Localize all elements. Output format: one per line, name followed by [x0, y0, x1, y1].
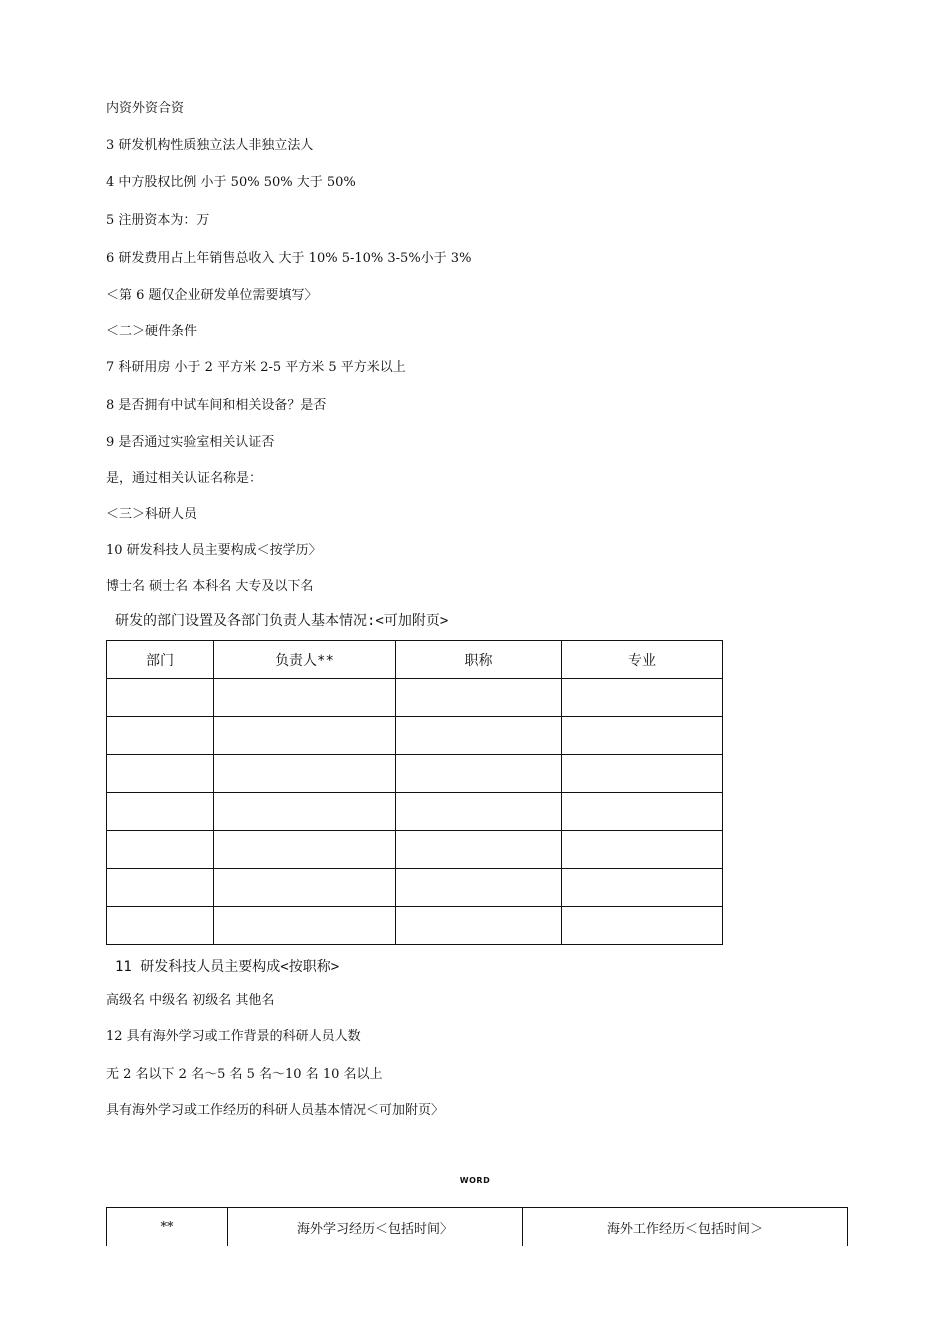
table-cell[interactable]: [396, 907, 562, 945]
table-cell[interactable]: [214, 679, 396, 717]
table-cell[interactable]: [562, 793, 723, 831]
dept-header-major: 专业: [562, 641, 723, 679]
table-row: [107, 793, 723, 831]
table-row: [107, 869, 723, 907]
text-line-q7: 7 科研用房 小于 2 平方米 2-5 平方米 5 平方米以上: [106, 360, 406, 375]
table-cell[interactable]: [214, 831, 396, 869]
table-cell[interactable]: [214, 869, 396, 907]
table-cell[interactable]: [396, 793, 562, 831]
dept-table-header-row: [107, 641, 723, 679]
text-line-q12: 12 具有海外学习或工作背景的科研人员人数: [106, 1029, 361, 1044]
table-cell[interactable]: [562, 679, 723, 717]
text-line-q3: 3 研发机构性质独立法人非独立法人: [106, 138, 314, 153]
table-cell[interactable]: [107, 831, 214, 869]
table-cell[interactable]: [396, 679, 562, 717]
overseas-header-name: **: [107, 1208, 228, 1247]
dept-table-title: 研发的部门设置及各部门负责人基本情况:<可加附页>: [115, 613, 449, 629]
table-cell[interactable]: [562, 755, 723, 793]
dept-header-title: 职称: [396, 641, 562, 679]
table-cell[interactable]: [107, 907, 214, 945]
text-line-q11: 11 研发科技人员主要构成<按职称>: [115, 959, 340, 975]
table-cell[interactable]: [107, 755, 214, 793]
overseas-header-work: 海外工作经历＜包括时间＞: [523, 1208, 848, 1247]
table-cell[interactable]: [214, 907, 396, 945]
text-line-q6: 6 研发费用占上年销售总收入 大于 10% 5-10% 3-5%小于 3%: [106, 251, 472, 266]
text-line-q10: 10 研发科技人员主要构成＜按学历〉: [106, 543, 322, 558]
footer-word-label: WORD: [459, 1176, 491, 1185]
table-cell[interactable]: [562, 907, 723, 945]
text-line-q10-counts: 博士名 硕士名 本科名 大专及以下名: [106, 579, 314, 594]
text-line-q8: 8 是否拥有中试车间和相关设备？是否: [106, 398, 327, 413]
table-cell[interactable]: [107, 869, 214, 907]
dept-header-leader: 负责人**: [214, 641, 396, 679]
text-line-q9: 9 是否通过实验室相关认证否: [106, 435, 275, 450]
text-line-q9-cert: 是，通过相关认证名称是：: [106, 471, 263, 486]
text-line-q6-note: ＜第 6 题仅企业研发单位需要填写〉: [106, 288, 318, 303]
table-cell[interactable]: [562, 869, 723, 907]
table-cell[interactable]: [562, 717, 723, 755]
overseas-table-header-row: [107, 1208, 848, 1247]
table-cell[interactable]: [107, 679, 214, 717]
dept-header-department: 部门: [107, 641, 214, 679]
table-cell[interactable]: [214, 755, 396, 793]
text-line-ownership: 内资外资合资: [106, 101, 185, 116]
table-cell[interactable]: [396, 755, 562, 793]
text-line-overseas-caption: 具有海外学习或工作经历的科研人员基本情况＜可加附页〉: [106, 1103, 445, 1118]
text-line-q5: 5 注册资本为：万: [106, 213, 210, 228]
dept-table: [106, 640, 723, 945]
table-cell[interactable]: [396, 717, 562, 755]
table-row: [107, 755, 723, 793]
table-cell[interactable]: [214, 793, 396, 831]
table-row: [107, 717, 723, 755]
table-cell[interactable]: [396, 869, 562, 907]
section-heading-hardware: ＜二＞硬件条件: [106, 324, 198, 339]
overseas-table: [106, 1207, 848, 1246]
overseas-header-study: 海外学习经历＜包括时间〉: [228, 1208, 523, 1247]
table-row: [107, 679, 723, 717]
table-cell[interactable]: [396, 831, 562, 869]
text-line-q11-counts: 高级名 中级名 初级名 其他名: [106, 993, 275, 1008]
section-heading-personnel: ＜三＞科研人员: [106, 507, 198, 522]
table-row: [107, 831, 723, 869]
text-line-q4: 4 中方股权比例 小于 50% 50% 大于 50%: [106, 175, 356, 190]
table-cell[interactable]: [562, 831, 723, 869]
table-cell[interactable]: [107, 793, 214, 831]
table-row: [107, 907, 723, 945]
table-cell[interactable]: [214, 717, 396, 755]
table-cell[interactable]: [107, 717, 214, 755]
text-line-q12-options: 无 2 名以下 2 名〜5 名 5 名〜10 名 10 名以上: [106, 1067, 383, 1082]
